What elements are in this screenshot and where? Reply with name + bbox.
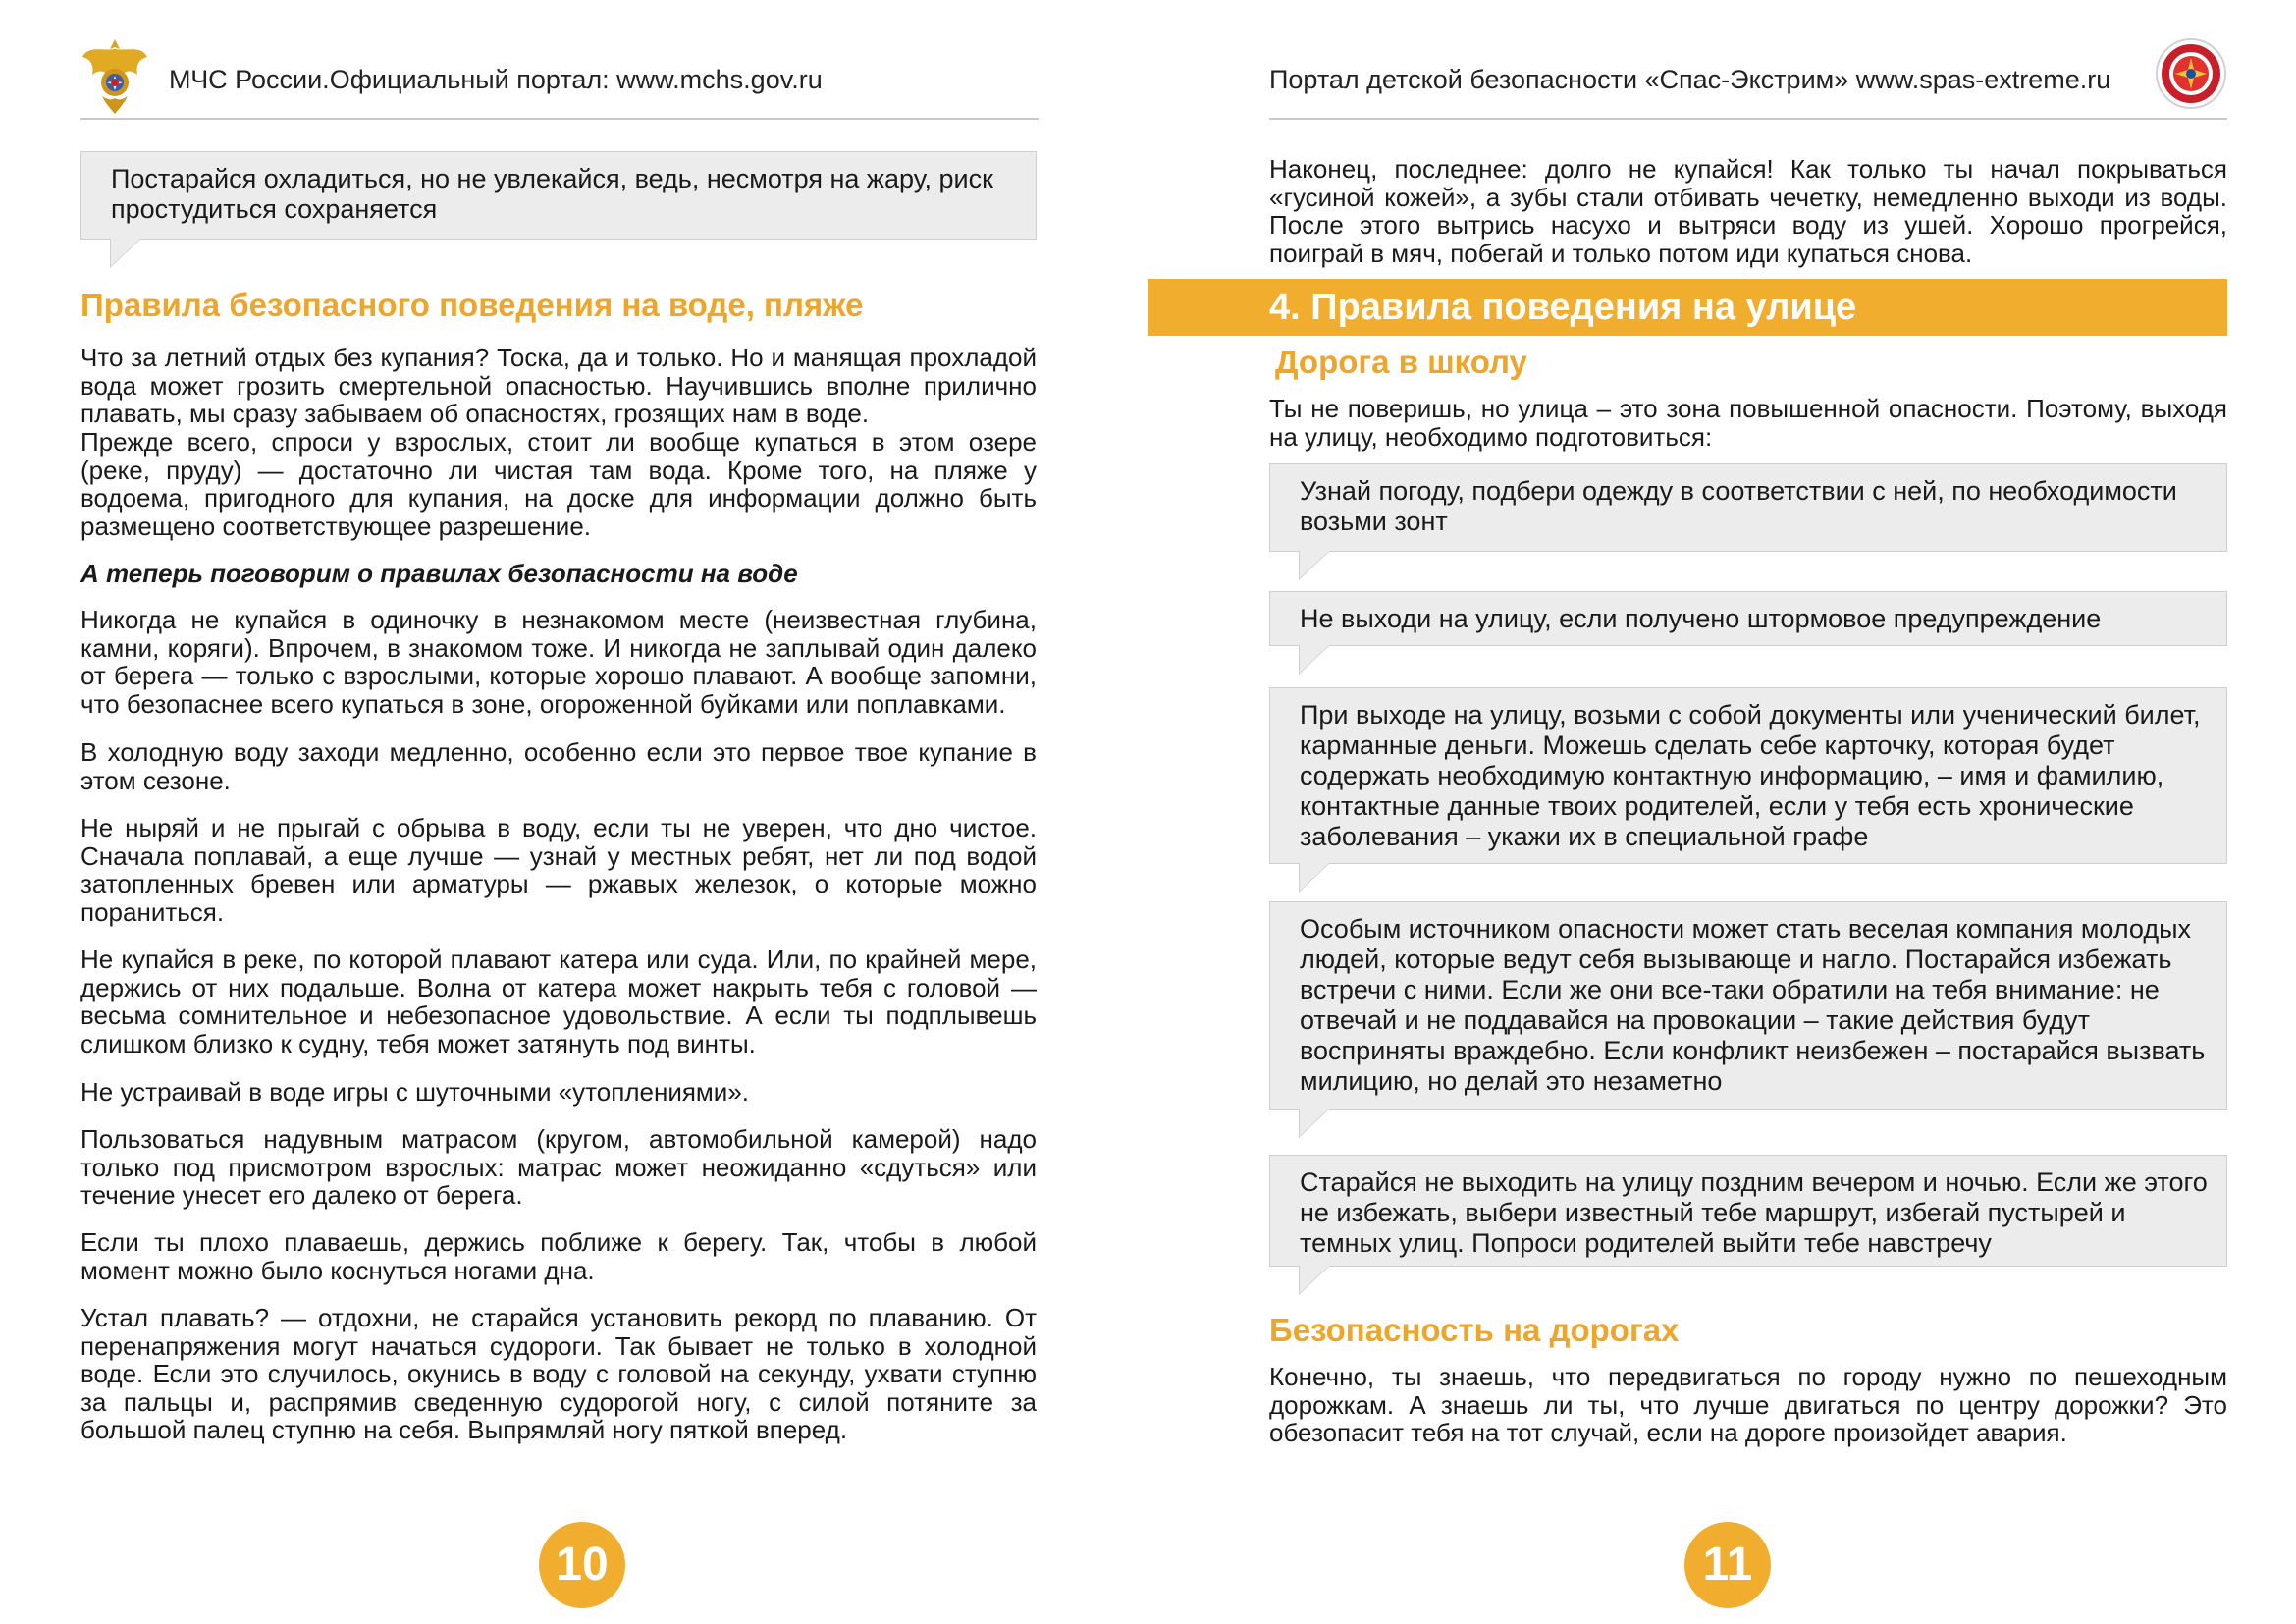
right-page bbox=[1148, 0, 2296, 1624]
section-title: 4. Правила поведения на улице bbox=[1269, 287, 1857, 328]
left-callout bbox=[80, 151, 1037, 240]
page-number-right: 11 bbox=[1684, 1522, 1771, 1608]
left-header-text: МЧС России.Официальный портал: www.mchs.gov.ru bbox=[169, 65, 823, 94]
left-para-2: В холодную воду заходи медленно, особенно если это первое твое купание в этом сезоне. bbox=[80, 737, 1037, 795]
mchs-emblem-icon bbox=[80, 35, 149, 116]
section-band bbox=[1148, 279, 2227, 336]
right-callout-2-text: Не выходи на улицу, если получено штормовое предупреждение bbox=[1300, 604, 2102, 633]
right-callout-5-text: Старайся не выходить на улицу поздним вечером и ночью. Если же этого не избежать, выбери известный тебе маршрут, избегай пустырей и темных улиц. Попроси родителей выйти тебе навстречу bbox=[1300, 1167, 2208, 1258]
right-callout-1 bbox=[1269, 463, 2227, 552]
left-intro-2: Прежде всего, спроси у взрослых, стоит ли вообще купаться в этом озере (реке, пруду) — достаточно ли чистая там вода. Кроме того, на пляже у водоема, пригодного для купания, на доске для информации должно быть размещено соответствующее разрешение. bbox=[80, 427, 1037, 541]
right-callout-5 bbox=[1269, 1155, 2227, 1267]
left-para-4: Не купайся в реке, по которой плавают катера или суда. Или, по крайней мере, держись от них подальше. Волна от катера может накрыть тебя с головой — весьма сомнительное и небезопасное удовольствие. А если ты подплывешь слишком близко к судну, тебя может затянуть под винты. bbox=[80, 945, 1037, 1058]
right-header bbox=[1269, 35, 2227, 120]
left-subheading: А теперь поговорим о правилах безопасности на воде bbox=[80, 559, 798, 588]
left-para-7: Если ты плохо плаваешь, держись поближе к берегу. Так, чтобы в любой момент можно было коснуться ногами дна. bbox=[80, 1227, 1037, 1285]
left-para-3: Не ныряй и не прыгай с обрыва в воду, если ты не уверен, что дно чистое. Сначала поплавай, а еще лучше — узнай у местных ребят, нет ли под водой затопленных бревен или арматуры — ржавых железок, о которые можно пораниться. bbox=[80, 813, 1037, 927]
left-intro-1: Что за летний отдых без купания? Тоска, да и только. Но и манящая прохладой вода может грозить смертельной опасностью. Научившись вполне прилично плавать, мы сразу забываем об опасностях, грозящих нам в воде. bbox=[80, 343, 1037, 428]
right-callout-4-text: Особым источником опасности может стать веселая компания молодых людей, которые ведут себя вызывающе и нагло. Постарайся избежать встречи с ними. Если же они все-таки обратили на тебя внимание: не отвечай и не поддавайся на провокации – такие действия будут восприняты враждебно. Если конфликт неизбежен – постарайся вызвать милицию, но делай это незаметно bbox=[1300, 914, 2206, 1096]
left-para-6: Пользоваться надувным матрасом (кругом, автомобильной камерой) надо только под присмотром взрослых: матрас может неожиданно «сдуться» или течение унесет его далеко от берега. bbox=[80, 1124, 1037, 1210]
right-para-1: Ты не поверишь, но улица – это зона повышенной опасности. Поэтому, выходя на улицу, необходимо подготовиться: bbox=[1269, 394, 2227, 452]
left-heading: Правила безопасного поведения на воде, пляже bbox=[80, 287, 864, 323]
page-number-left: 10 bbox=[539, 1522, 625, 1608]
right-callout-1-text: Узнай погоду, подбери одежду в соответствии с ней, по необходимости возьми зонт bbox=[1300, 476, 2177, 536]
right-subheading-2: Безопасность на дорогах bbox=[1269, 1312, 1680, 1348]
left-para-1: Никогда не купайся в одиночку в незнакомом месте (неизвестная глубина, камни, коряги). Впрочем, в знакомом тоже. И никогда не заплывай один далеко от берега — только с взрослыми, которые хорошо плавают. А вообще запомни, что безопаснее всего купаться в зоне, огороженной буйками или поплавками. bbox=[80, 605, 1037, 719]
right-callout-2 bbox=[1269, 591, 2227, 646]
right-callout-3 bbox=[1269, 687, 2227, 864]
left-header bbox=[80, 35, 1039, 120]
right-para-2: Конечно, ты знаешь, что передвигаться по городу нужно по пешеходным дорожкам. А знаешь ли ты, что лучше двигаться по центру дорожки? Это обезопасит тебя на тот случай, если на дороге произойдет авария. bbox=[1269, 1362, 2227, 1447]
left-para-8: Устал плавать? — отдохни, не старайся установить рекорд по плаванию. От перенапряжения могут начаться судороги. Так бывает не только в холодной воде. Если это случилось, окунись в воду с головой на секунду, ухвати ступню за пальцы и, распрямив сведенную судорогой ногу, с силой потяните за большой палец ступню на себя. Выпрямляй ногу пяткой вперед. bbox=[80, 1303, 1037, 1444]
left-para-5: Не устраивай в воде игры с шуточными «утоплениями». bbox=[80, 1077, 750, 1107]
right-intro: Наконец, последнее: долго не купайся! Как только ты начал покрываться «гусиной кожей», а зубы стали отбивать чечетку, немедленно выходи из воды. После этого вытрись насухо и вытряси воду из ушей. Хорошо прогрейся, поиграй в мяч, побегай и только потом иди купаться снова. bbox=[1269, 154, 2227, 268]
right-callout-3-text: При выходе на улицу, возьми с собой документы или ученический билет, карманные деньги. Можешь сделать себе карточку, которая будет содержать необходимую контактную информацию, – имя и фамилию, контактные данные твоих родителей, если у тебя есть хронические заболевания – укажи их в специальной графе bbox=[1300, 700, 2201, 851]
right-header-text: Портал детской безопасности «Спас-Экстрим» www.spas-extreme.ru bbox=[1269, 65, 2111, 94]
right-subheading-1: Дорога в школу bbox=[1275, 344, 1527, 380]
right-callout-4 bbox=[1269, 901, 2227, 1110]
left-callout-text: Постарайся охладиться, но не увлекайся, ведь, несмотря на жару, риск простудиться сохраняется bbox=[111, 164, 993, 224]
spas-extreme-logo-icon bbox=[2155, 37, 2227, 110]
